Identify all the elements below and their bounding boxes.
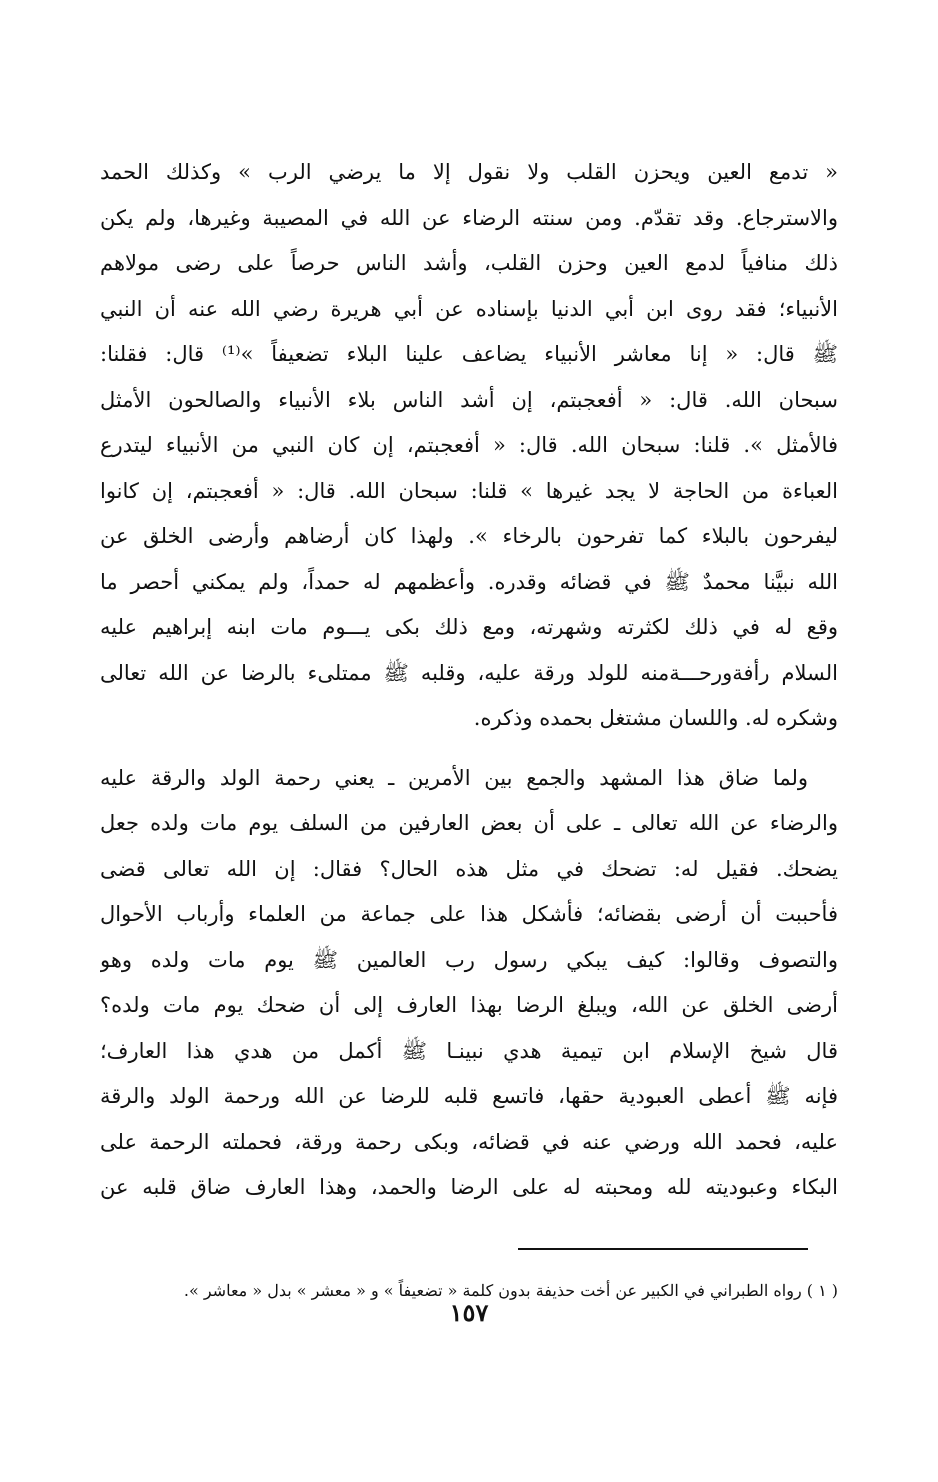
text-line: الأنبياء؛ فقد روى ابن أبي الدنيا بإسناده عن أبي هريرة رضي الله عنه أن النبي xyxy=(100,296,838,321)
text-line: العباءة من الحاجة لا يجد غيرها » قلنا: سبحان الله. قال: « أفعجبتم، إن كانوا xyxy=(100,478,838,503)
text-line: فالأمثل ». قلنا: سبحان الله. قال: « أفعجبتم، إن كان النبي من الأنبياء ليتدرع xyxy=(100,433,838,457)
footnote: ( ١ ) رواه الطبراني في الكبير عن أخت حذيفة بدون كلمة « تضعيفاً » و « معشر » بدل « معاشر ». xyxy=(183,1281,838,1300)
text-line: وقع له في ذلك لكثرته وشهرته، ومع ذلك بكى يـــوم مات ابنه إبراهيم عليه xyxy=(100,615,838,639)
page-number: ١٥٧ xyxy=(449,1298,489,1327)
paragraph-2 xyxy=(100,756,838,1211)
text-line: ذلك منافياً لدمع العين وحزن القلب، وأشد الناس حرصاً على رضى مولاهم xyxy=(100,251,838,275)
text-line: أرضى الخلق عن الله، ويبلغ الرضا بهذا العارف إلى أن ضحك يوم مات ولده؟ xyxy=(100,993,838,1017)
text-line: والرضاء عن الله تعالى ـ على أن بعض العارفين من السلف يوم مات ولده جعل xyxy=(100,811,838,835)
footnote-divider xyxy=(518,1248,808,1250)
text-line: ليفرحون بالبلاء كما تفرحون بالرخاء ». ولهذا كان أرضاهم وأرضى الخلق عن xyxy=(100,524,838,548)
text-line: والاسترجاع. وقد تقدّم. ومن سنته الرضاء عن الله في المصيبة وغيرها، ولم يكن xyxy=(100,205,838,230)
text-line-indented: ولما ضاق هذا المشهد والجمع بين الأمرين ـ يعني رحمة الولد والرقة عليه xyxy=(100,765,808,790)
text-line: البكاء وعبوديته لله ومحبته له على الرضا والحمد، وهذا العارف ضاق قلبه عن xyxy=(100,1175,838,1199)
text-line-last: وشكره له. واللسان مشتغل بحمده وذكره. xyxy=(473,706,838,730)
text-line: فأحببت أن أرضى بقضائه؛ فأشكل هذا على جماعة من العلماء وأرباب الأحوال xyxy=(100,902,838,926)
paragraph-1 xyxy=(100,150,838,742)
body-text xyxy=(100,150,838,1211)
text-line: ﷺ قال: « إنا معاشر الأنبياء يضاعف علينا البلاء تضعيفاً »⁽¹⁾ قال: فقلنا: xyxy=(100,342,838,366)
text-line: يضحك. فقيل له: تضحك في مثل هذه الحال؟ فقال: إن الله تعالى قضى xyxy=(100,856,838,881)
text-line: عليه، فحمد الله ورضي عنه في قضائه، وبكى رحمة ورقة، فحملته الرحمة على xyxy=(100,1129,838,1154)
text-line: قال شيخ الإسلام ابن تيمية هدي نبينـا ﷺ أكمل من هدي هذا العارف؛ xyxy=(100,1038,838,1063)
text-line: السلام رأفةورحـــةمنه للولد ورقة عليه، وقلبه ﷺ ممتلىء بالرضا عن الله تعالى xyxy=(100,660,838,685)
text-line: الله نبيَّنا محمدٌ ﷺ في قضائه وقدره. وأعظمهم له حمداً، ولم يمكني أحصر ما xyxy=(100,569,838,594)
text-line: « تدمع العين ويحزن القلب ولا نقول إلا ما يرضي الرب » وكذلك الحمد xyxy=(100,160,838,184)
text-line: والتصوف وقالوا: كيف يبكي رسول رب العالمين ﷺ يوم مات ولده وهو xyxy=(100,947,838,972)
text-line: سبحان الله. قال: « أفعجبتم، إن أشد الناس بلاء الأنبياء والصالحون الأمثل xyxy=(100,387,838,412)
text-line: فإنه ﷺ أعطى العبودية حقها، فاتسع قلبه للرضا عن الله ورحمة الولد والرقة xyxy=(100,1084,838,1108)
